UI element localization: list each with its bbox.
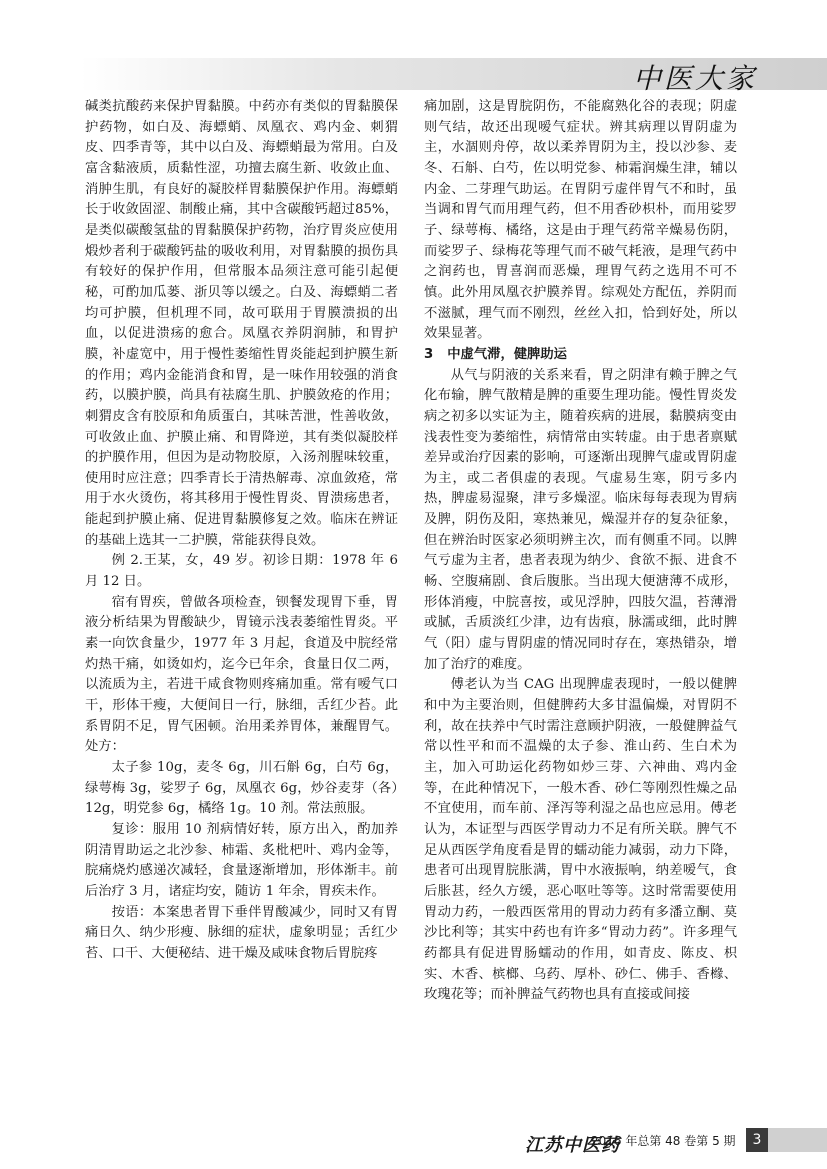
paragraph: 碱类抗酸药来保护胃黏膜。中药亦有类似的胃黏膜保护药物，如白及、海螵蛸、凤凰衣、鸡内金、刺猬皮、四季青等，其中以白及、海螵蛸最为常用。白及富含黏液质，质黏性涩，功擅去腐生新、收敛止血、消肿生肌，有良好的凝胶样胃黏膜保护作用。海螵蛸长于收敛固涩、制酸止痛，其中含碳酸钙超过85%，是类似碳酸氢盐的胃黏膜保护药物，治疗胃炎应使用煅炒者利于碳酸钙盐的吸收利用，对胃黏膜的损伤具有较好的保护作用，但常服本品须注意可能引起便秘，可酌加瓜蒌、浙贝等以缓之。白及、海螵蛸二者均可护膜，但机理不同，故可联用于胃膜溃损的出血，以促进溃疡的愈合。凤凰衣养阴润肺，和胃护膜，补虚宽中，用于慢性萎缩性胃炎能起到护膜生新的作用；鸡内金能消食和胃，是一味作用较强的消食药，以膜护膜，尚具有祛腐生肌、护膜敛疮的作用；刺猬皮含有胶原和角质蛋白，其味苦泄，性善收敛，可收敛止血、护膜止痛、和胃降逆，其有类似凝胶样的护膜作用，但因为是动物胶原，入汤剂腥味较重，使用时应注意；四季青长于清热解毒、凉血敛疮，常用于水火烫伤，将其移用于慢性胃炎、胃溃疡患者，能起到护膜止痛、促进胃黏膜修复之效。临床在辨证的基础上选其一二护膜，常能获得良效。 xyxy=(85,99,398,548)
page-number: 3 xyxy=(746,1128,768,1152)
paragraph: 痛加剧，这是胃脘阴伤，不能腐熟化谷的表现；阴虚则气结，故还出现嗳气症状。辨其病理以胃阴虚为主，水涸则舟停，故以柔养胃阴为主，投以沙参、麦冬、石斛、白芍，佐以明党参、柿霜润燥生津，辅以内金、二芽理气助运。在胃阴亏虚伴胃气不和时，虽当调和胃气而用理气药，但不用香砂枳朴，而用娑罗子、绿萼梅、橘络，这是由于理气药常辛燥易伤阴，而娑罗子、绿梅花等理气而不破气耗液，是理气药中之润药也，胃喜润而恶燥，理胃气药之选用不可不慎。此外用凤凰衣护膜养胃。综观处方配伍，养阴而不滋腻，理气而不刚烈，丝丝入扣，恰到好处，所以效果显著。 xyxy=(424,99,737,342)
left-column xyxy=(85,97,398,965)
paragraph: 按语：本案患者胃下垂伴胃酸减少，同时又有胃痛日久、纳少形瘦、脉细的症状，虚象明显；舌红少苔、口干、大便秘结、进干燥及咸味食物后胃脘疼 xyxy=(85,904,398,961)
column-brand-title: 中医大家 xyxy=(632,62,757,95)
issue-info: 2016 年总第 48 卷第 5 期 xyxy=(591,1134,736,1148)
prescription: 太子参 10g，麦冬 6g，川石斛 6g，白芍 6g，绿萼梅 3g，娑罗子 6g，凤凰衣 6g，炒谷麦芽（各）12g，明党参 6g，橘络 1g。10 剂。常法煎服。 xyxy=(85,760,398,817)
paragraph: 从气与阴液的关系来看，胃之阴津有赖于脾之气化布输，脾气散精是脾的重要生理功能。慢性胃炎发病之初多以实证为主，随着疾病的进展，黏膜病变由浅表性变为萎缩性，病情常由实转虚。由于患者禀赋差异或治疗因素的影响，可逐渐出现脾气虚或胃阴虚为主，或二者俱虚的表现。气虚易生寒，阴亏多内热，脾虚易湿聚，津亏多燥涩。临床每每表现为胃病及脾，阴伤及阳，寒热兼见，燥湿并存的复杂征象，但在辨治时医家必须明辨主次，而有侧重不同。以脾气亏虚为主者，患者表现为纳少、食欲不振、进食不畅、空腹痛剧、食后腹胀。当出现大便溏薄不成形，形体消瘦，中脘喜按，或见浮肿，四肢欠温，苔薄滑或腻，舌质淡红少津，边有齿痕，脉濡或细，此时脾气（阳）虚与胃阴虚的情况同时存在，寒热错杂，增加了治疗的难度。 xyxy=(424,367,737,672)
right-column xyxy=(424,97,737,1006)
page-bar-decoration xyxy=(768,1128,827,1152)
paragraph: 傅老认为当 CAG 出现脾虚表现时，一般以健脾和中为主要治则，但健脾药大多甘温偏燥，对胃阴不利，故在扶养中气时需注意顾护阴液，一般健脾益气常以性平和而不温燥的太子参、淮山药、生白术为主，加入可助运化药物如炒三芽、六神曲、鸡内金等，在此种情况下，一般木香、砂仁等刚烈性燥之品不宜使用，而车前、泽泻等利湿之品也应忌用。傅老认为，本证型与西医学胃动力不足有所关联。脾气不足从西医学角度看是胃的蠕动能力减弱，动力下降，患者可出现胃脘胀满，胃中水液振响，纳差嗳气，食后胀甚，经久方缓，恶心呕吐等等。这时常需要使用胃动力药，一般西医常用的胃动力药有多潘立酮、莫沙比利等；其实中药也有许多“胃动力药”。许多理气药都具有促进胃肠蠕动的作用，如青皮、陈皮、枳实、木香、槟榔、乌药、厚朴、砂仁、佛手、香橼、玫瑰花等；而补脾益气药物也具有直接或间接 xyxy=(424,677,737,1003)
paragraph: 复诊：服用 10 剂病情好转，原方出入，酌加养阴清胃助运之北沙参、柿霜、炙枇杷叶、鸡内金等，脘痛烧灼感递次减轻，食量逐渐增加，形体渐丰。前后治疗 3 月，诸症均安，随访 1 年余，胃疾未作。 xyxy=(85,821,398,899)
case-header: 例 2.王某，女，49 岁。初诊日期：1978 年 6 月 12 日。 xyxy=(85,553,398,590)
section-title: 中虚气滞，健脾助运 xyxy=(447,346,567,362)
section-number: 3 xyxy=(424,346,434,362)
journal-name: 江苏中医药 xyxy=(525,1135,620,1156)
paragraph: 宿有胃疾，曾做各项检查，钡餐发现胃下垂，胃液分析结果为胃酸缺少，胃镜示浅表萎缩性胃炎。平素一向饮食量少，1977 年 3 月起，食道及中脘经常灼热干痛，如烫如灼，迄今已年余，食量日仅二两，以流质为主，若进干咸食物则疼痛加重。常有嗳气口干，形体干瘦，大便间日一行，脉细，舌红少苔。此系胃阴不足，胃气困顿。治用柔养胃体，兼醒胃气。处方： xyxy=(85,594,398,755)
section-heading xyxy=(424,345,737,366)
